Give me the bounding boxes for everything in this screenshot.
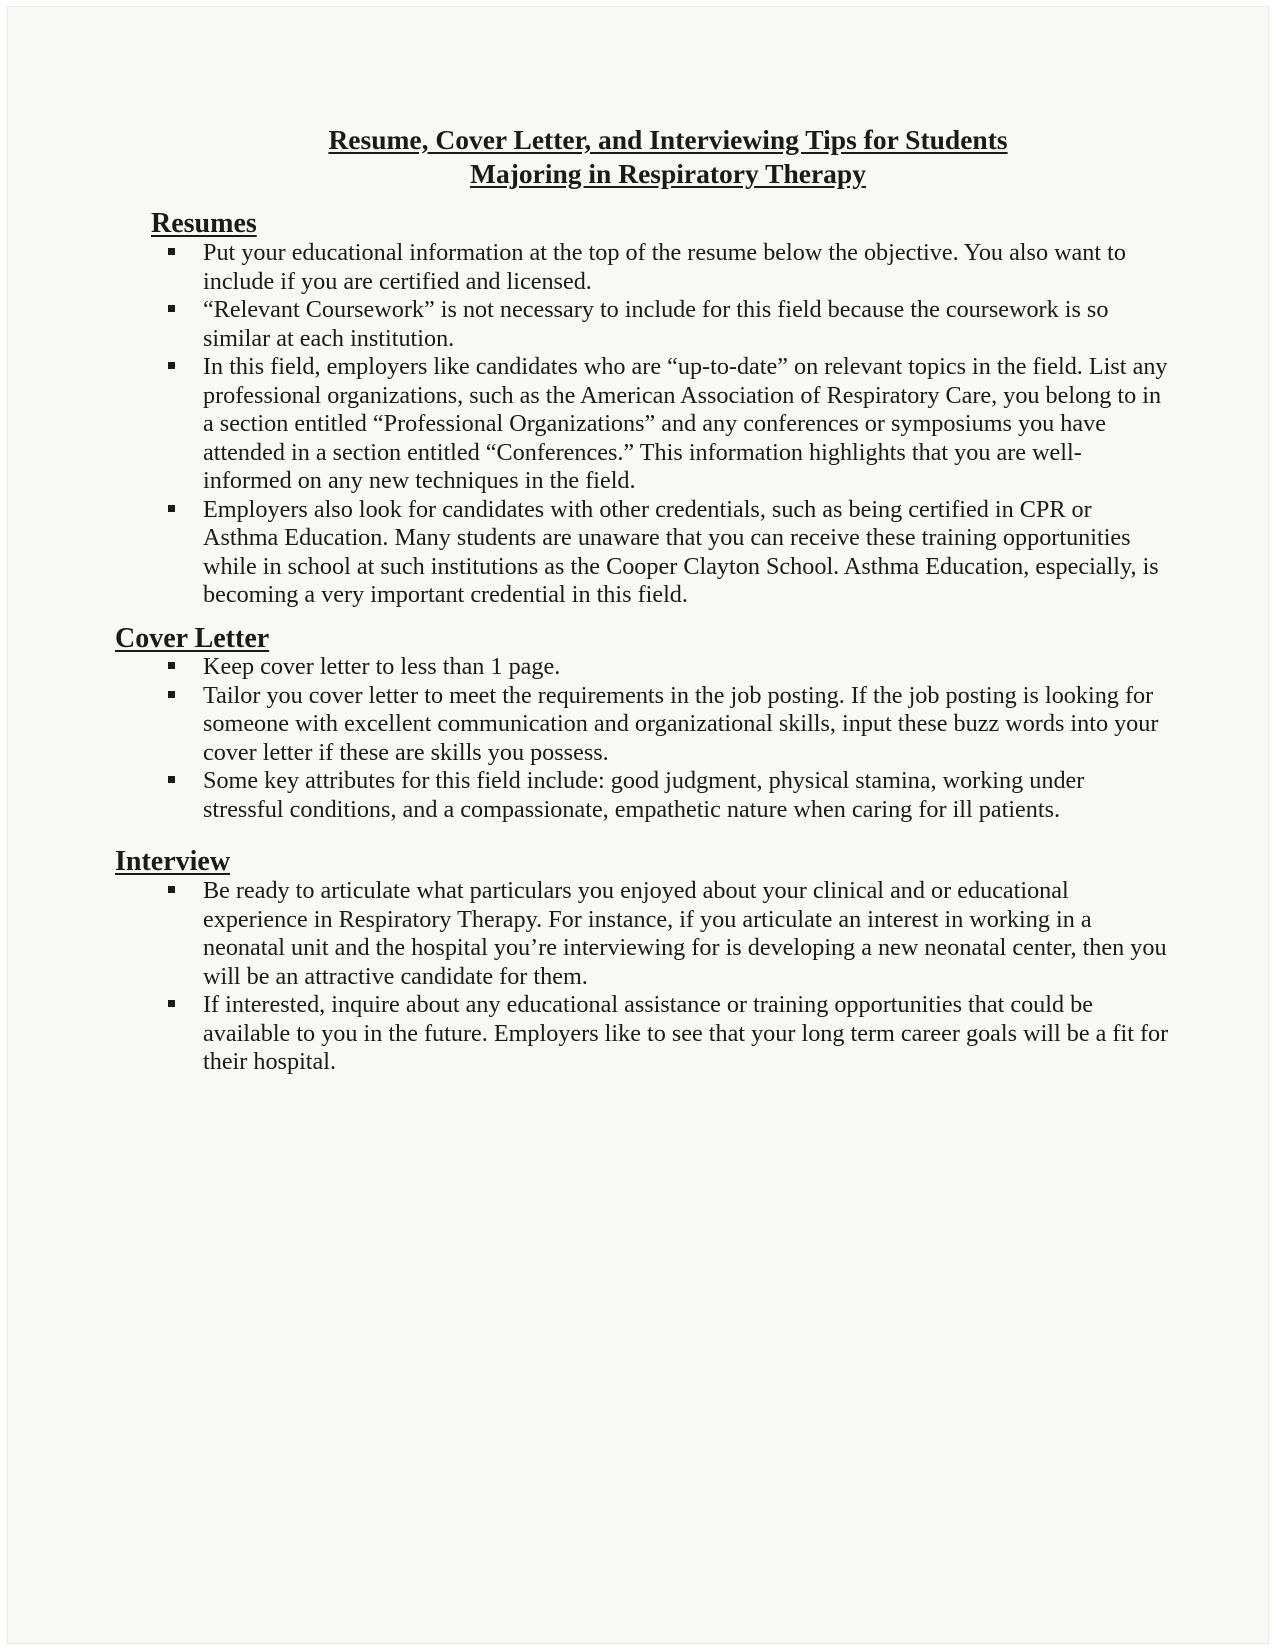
resumes-list bbox=[159, 239, 1169, 610]
list-item bbox=[159, 767, 1169, 824]
cover-letter-list bbox=[159, 653, 1169, 824]
square-bullet-icon bbox=[168, 505, 175, 512]
bullet-text: In this field, employers like candidates who are “up-to-date” on relevant topics in the field. List any professional organizations, such as the American Association of Respiratory Care, you belong to in a section entitled “Professional Organizations” and any conferences or symposiums you have attended in a section entitled “Conferences.” This information highlights that you are well-informed on any new techniques in the field. bbox=[203, 353, 1168, 494]
title-line-2: Majoring in Respiratory Therapy bbox=[470, 158, 866, 189]
bullet-text: “Relevant Coursework” is not necessary to include for this field because the coursework is so similar at each institution. bbox=[203, 296, 1109, 352]
interview-list bbox=[159, 877, 1169, 1077]
square-bullet-icon bbox=[168, 886, 175, 893]
list-item bbox=[159, 353, 1169, 496]
bullet-text: Put your educational information at the top of the resume below the objective. You also want to include if you are certified and licensed. bbox=[203, 239, 1126, 295]
square-bullet-icon bbox=[168, 1000, 175, 1007]
document-page bbox=[7, 6, 1269, 1644]
list-item bbox=[159, 653, 1169, 682]
square-bullet-icon bbox=[168, 248, 175, 255]
square-bullet-icon bbox=[168, 662, 175, 669]
square-bullet-icon bbox=[168, 691, 175, 698]
square-bullet-icon bbox=[168, 305, 175, 312]
bullet-text: Some key attributes for this field include: good judgment, physical stamina, working under stressful conditions, and a compassionate, empathetic nature when caring for ill patients. bbox=[203, 767, 1085, 823]
document-title bbox=[8, 123, 1275, 191]
list-item bbox=[159, 496, 1169, 610]
list-item bbox=[159, 682, 1169, 768]
cover-letter-heading: Cover Letter bbox=[115, 623, 270, 654]
square-bullet-icon bbox=[168, 776, 175, 783]
list-item bbox=[159, 296, 1169, 353]
list-item bbox=[159, 239, 1169, 296]
interview-heading: Interview bbox=[115, 846, 231, 877]
bullet-text: Tailor you cover letter to meet the requirements in the job posting. If the job posting is looking for someone with excellent communication and organizational skills, input these buzz words into your cover letter if these are skills you possess. bbox=[203, 681, 1159, 766]
title-line-1: Resume, Cover Letter, and Interviewing Tips for Students bbox=[328, 124, 1008, 155]
bullet-text: If interested, inquire about any educational assistance or training opportunities that could be available to you in the future. Employers like to see that your long term career goals will be a fit for their hospital. bbox=[203, 991, 1169, 1075]
list-item bbox=[159, 991, 1169, 1077]
bullet-text: Keep cover letter to less than 1 page. bbox=[203, 653, 561, 680]
square-bullet-icon bbox=[168, 362, 175, 369]
bullet-text: Employers also look for candidates with other credentials, such as being certified in CPR or Asthma Education. Many students are unaware that you can receive these training opportunities while in school at such institutions as the Cooper Clayton School. Asthma Education, especially, is becoming a very important credential in this field. bbox=[203, 495, 1159, 608]
list-item bbox=[159, 877, 1169, 991]
resumes-heading: Resumes bbox=[151, 208, 257, 239]
bullet-text: Be ready to articulate what particulars you enjoyed about your clinical and or educational experience in Respiratory Therapy. For instance, if you articulate an interest in working in a neonatal unit and the hospital you’re interviewing for is developing a new neonatal center, then you will be an attractive candidate for them. bbox=[203, 877, 1167, 990]
